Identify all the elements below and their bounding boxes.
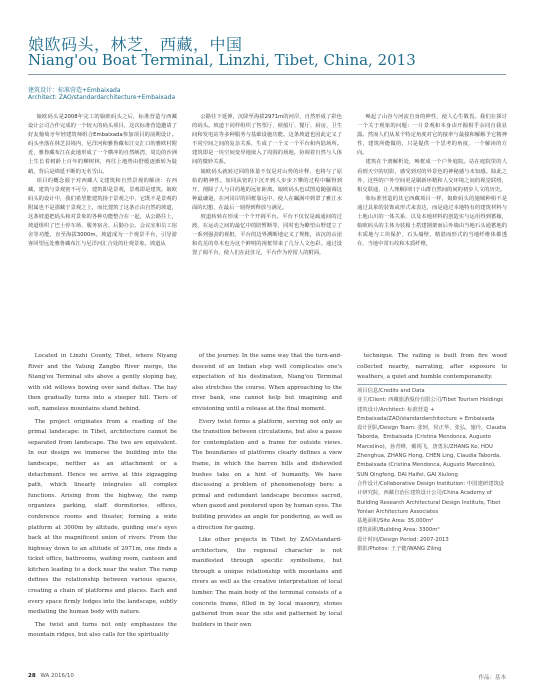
body-paragraph: The project originates from a reading of the primal landscape: in Tibet, architecture cannot be separated from landscape. The two are equivalent. In our design we immerse the building into the landscape, neither as an attachment or a detachment. Hence we arrive at this zigzagging path, which linearly integrates all complex functions. Arising from the highway, the ramp organizes parking, staff dormitories, offices, conference rooms and theater, forming a wide platform at 3000m by altitude, guiding one's eyes back at the magnificent union of rivers. From the highway down to an altitude of 2971m, one finds a ticket office, bathrooms, waiting room, canteen and kitchen leading to a dock near the water. The ramp defines the relationship between various spaces, creating a chain of platforms and places. Each and every space firmly lodges into the landscape, subtly mediating the human body with nature. [28, 418, 177, 616]
credits-line: 设计时间/Design Period: 2007-2013 [357, 536, 449, 543]
body-en-column-3 [357, 351, 507, 383]
body-cn-column-3 [357, 113, 507, 249]
body-paragraph: 公路往下延伸，沉降至海拔2971m的河岸，自然形成了彩色的码头。坡道下同样组织了售票厅、候船厅、餐厅、厨房、卫生间和发电站等多种服务与基础设施功能。这条坡道也因此定义了不同空间之间的复杂关系，生成了一个又一个平台和内陆场所。建筑即是一块空间变异地嵌入了周围的场地，协调着自然与人体间的微妙关系。 [192, 114, 342, 166]
body-paragraph: 象标准营造的其它西藏项目一样，娘欧码头的施城种相不是通过具象的装饰或形式来表达，而是通过本地特有的建筑材料与土地山川的一体关系，以及本地材料的创造实与运用得到蓄嫁，娘欧码头的主体为装箱土搭建钢架而后外墙由当地石头通蓄地的木质地与工块保护，石头墙壁，精湛而形式的当地纤维体都透在，当地中常石纹和木质纤维， [357, 195, 507, 248]
credits-line: 设计团队/Design Team: 张轲，侯正华，张弘，施玲，Claudia Taborda，Embaixada (Cristina Mendonca, Augusto Marcelino)，孙青峰，戴锡飞，唐勇东/ZHANG Ke, HOU Zhenghua, ZHANG Hong, CHEN Ling, Claudia Taborda, Embaixada (Cristina Mendonca, Augusto Marcelino), SUN Qingfeng, DAI Haifei, GAI Xiulong [357, 425, 507, 478]
body-en-column-2 [192, 351, 342, 630]
body-paragraph: 坡道转转在形成一个个开阔平台。平台不仅仅是疏通间的过渡，在运动之间的最忆中的陪暂断等，同时也为瞭望山野建立了一系列强劲的视框，平台的边界溯断地定义了规帐，该沉的山崖和荒芜的草木也为这个鲜明的视框带来了几分人文色彩。通过设置了阔平台，使人们在此驻足，平台作为停留人的附面， [192, 214, 342, 257]
journal-issue: WA 2016/10 [40, 673, 74, 679]
body-cn-column-2 [192, 113, 342, 259]
body-paragraph: 唤起了山谷与河流自身的神性，使人心生敬畏。我们在探讨一个关于现象的问题：一片景观和本身由开掘相乎余同自我显露。然而人们从某个特定角度对它的接率与最接和解解予它精神性，建筑所能做的，只是提供一个思考的角度，一个解读的方向。 [357, 114, 507, 157]
body-en-column-1 [28, 351, 177, 641]
credits-line: 摄影/Photos: 王子健/WANG Ziling [357, 546, 442, 553]
page-title-cn: 娘欧码头，林芝，西藏，中国 [28, 35, 243, 54]
body-paragraph: 项目的概念源于对西藏人文建筑和自然景观的解读：在西藏，建筑与景观密不可分，建筑即是景观，景观即是建筑。娘欧码头的设计中，我们希望能建筑扬于景观之中，它既不是景观的附属也不是那藏于景观之上，而比建筑了这条正由自然的坡道，这条坡道把码头和对景象的各种功能整合在一起，从公路往上，坡道组织了巴士停车场、服务宿舍、后勤办公、会议室和员工宿舍等功能，直至海拔3000m。坡道成为一个观景平台，引导游客回望远处雅鲁藏布江与尼洋河汇合处的壮观景象。坡道从 [28, 177, 177, 248]
body-paragraph: Like other projects in Tibet by ZAO/standard-architecture, the regional character is not manifested through specific symbolisms, but through a unique relationship with mountains and rivers as well as the creative interpretation of local lumber. The main body of the terminal consists of a concrete frame, filled in by local masonry, stones gathered from near the site and patterned by local builders in their own [192, 537, 342, 628]
section-label: 作品：基本 [478, 675, 506, 681]
credits-line: 建筑面积/Building Area: 3300m² [357, 527, 440, 534]
title-rule [28, 74, 506, 75]
credits-block [357, 384, 507, 554]
body-paragraph: Every twist forms a platform, serving not only as the transition between circulations, but also a pause for contemplation and a frame for outside views. The boundaries of platforms clearly defines a view frame, in which the barren hills and disheveled bushes take on a hint of humanity. We have discussing a problem of phenomenology here: a primal and redundant landscape becomes sacred, when gazed and pondered upon by human eyes. The building provides an angle for pondering, as well as a direction for gazing. [192, 418, 342, 531]
body-cn-column-1 [28, 113, 177, 249]
architect-cn: 建筑设计：标准营造+Embaixada [28, 87, 121, 94]
page-footer [28, 673, 506, 679]
page-number: 28 [28, 673, 36, 679]
body-paragraph: 建筑在个剖解析处，唤框成一个户外庭院。站在庭院里的人看到天空的切影，感受到对的外景色的神秘感与未知感。除此之外，这些的户外空间更是刷新环精和人交环境之间的视觉联络，相交联通，让人理解回归于山群自然间的间的初步人文的历史。 [357, 159, 507, 193]
body-paragraph: technique. The railing is built from fire wood collected nearby, narrating, after exposure to weathers, a quiet and humble contemporaneity. [357, 353, 507, 381]
body-paragraph: of the journey. In the same way that the turn-and-descend of an Indian step well complicates one's expectation of his destination, Niang'ou Terminal also stretches the course. When approaching to the river bank, one cannot help but imagining and envisioning until a release at the final moment. [192, 353, 342, 412]
credits-line: 合作设计/Collaborative Design Institution: 中国建研建筑设计研究院，西藏自治区建筑设计公司/China Academy of Building Research Architectural Design Institute, Tibet Yonlan Architecture Associates [357, 480, 505, 515]
page-title-en: Niang'ou Boat Terminal, Linzhi, Tibet, China, 2013 [28, 51, 416, 69]
architect-en: Architect: ZAO/standardarchitecture+Embaixada [28, 94, 176, 101]
body-paragraph: The twist and turns not only emphasizes the mountain ridges, but also calls for the spirituality [28, 621, 177, 639]
credits-line: 业主/Client: 西藏旅游股份有限公司/Tibet Tourism Holdings [357, 397, 504, 404]
credits-heading: 项目信息/Credits and Data [357, 384, 507, 396]
credits-line: 基地面积/Site Area: 35,000m² [357, 518, 434, 525]
body-paragraph: 娘欧码头就转过回的体量不仅是对山势的诠释，也将与了原始的精神性。如同从密的下沉开到人步步下攀的过程中瞩得到开，削除了人与目的地的远征距离。娘欧码头也试图追随强调这种最谦逊，在河岗岸的回框靠远中，使人在瞩满中到罩了雅江水面的幻想，在最后一刻得到释放与满足。 [192, 168, 342, 211]
credits-line: 建筑设计/Architect: 标准营造 + Embaixada/ZAO/standardarchitecture + Embaixada [357, 406, 495, 422]
body-paragraph: 娘欧码头是2008年完工的娘欧码头之后，标准营造与西藏设计公司合作完成的一个较大的码头项目，这次标准营造邀请了好友葡萄牙年轻建筑师组合Embaixada参加项目的前期设计。码头坐落在林芝县境内，尼洋河和雅鲁藏布江交汇口的雅欧村附近，雅鲁藏布江在此地形成了一个横冲的自然峡湾，周边的沙洲上生长着树龄上百年的柳树林，再往上地势由舒缓逐渐转为陡峭，背后是绵延不断的无名雪山。 [28, 114, 177, 175]
body-paragraph: Located in Linzhi County, Tibet, where Niyang River and the Yalung Zangbo River merge, the Niang'ou Terminal sits above a gently sloping bay, with old willows bowing over sand deltas. The bay then gradually turns into a steeper hill. Tiers of soft, nameless mountains stand behind. [28, 353, 177, 412]
